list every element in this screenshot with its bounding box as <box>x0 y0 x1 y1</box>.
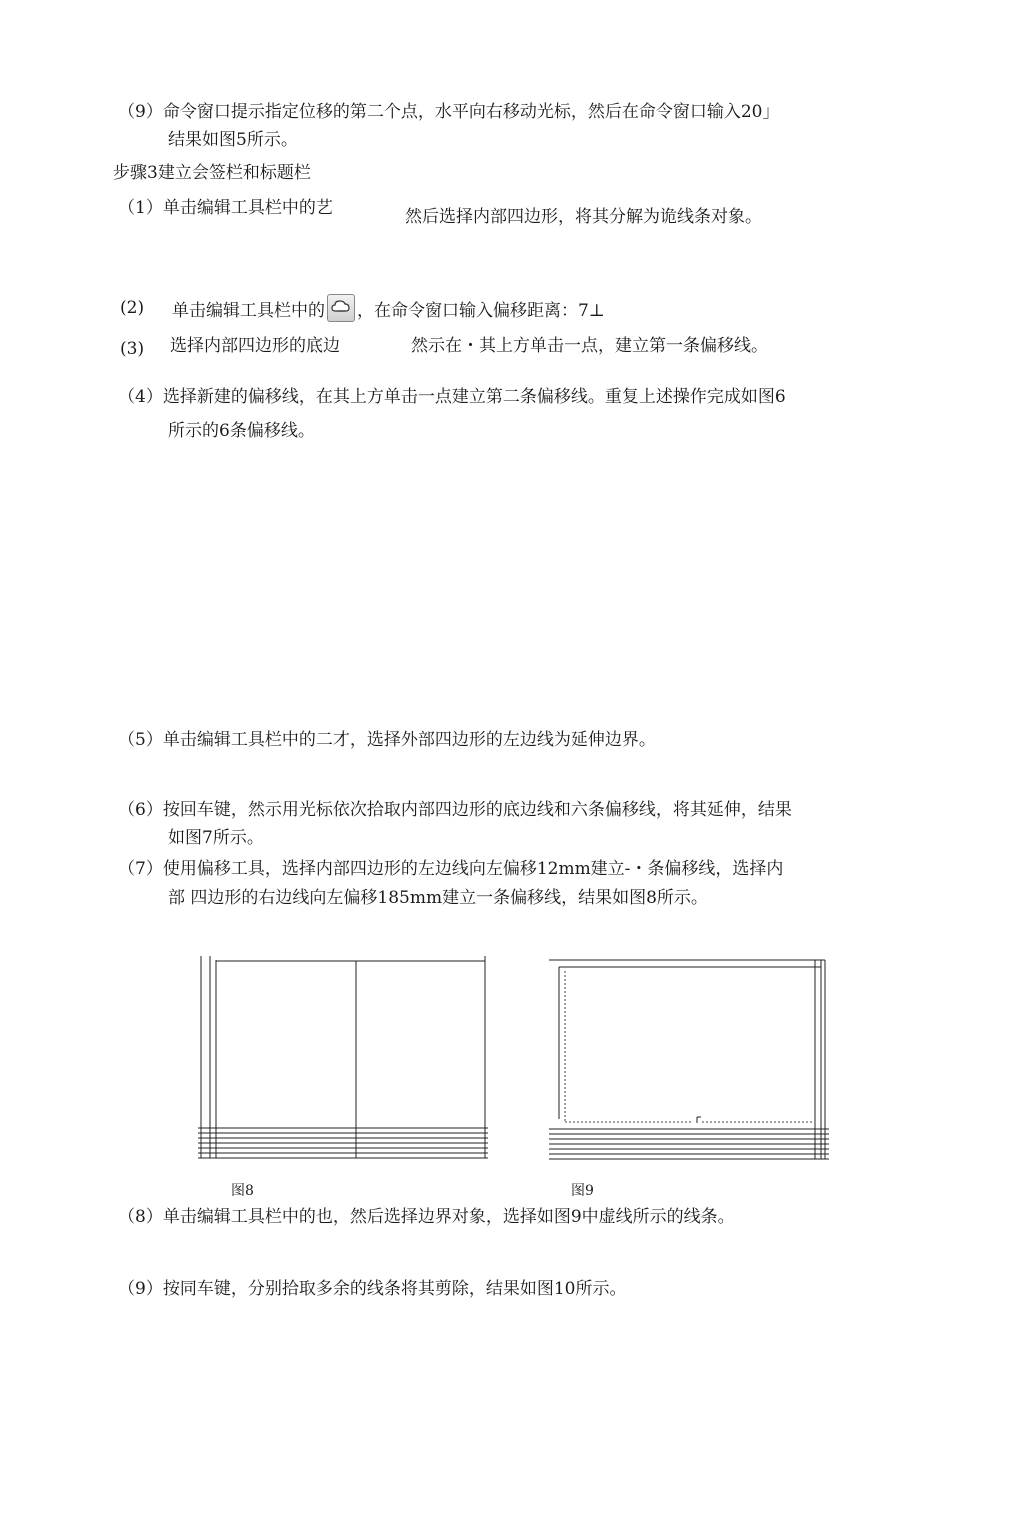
step6-line1: （6）按回车键，然示用光标依次拾取内部四边形的底边线和六条偏移线，将其延伸，结果 <box>118 800 792 820</box>
step1-left: （1）单击编辑工具栏中的艺 <box>118 198 333 218</box>
step3-left: 选择内部四边形的底边 <box>170 336 340 356</box>
step4-line1: （4）选择新建的偏移线，在其上方单击一点建立第二条偏移线。重复上述操作完成如图6 <box>118 387 786 407</box>
figure-8-drawing <box>196 954 490 1160</box>
step9-line: （9）按同车键，分别拾取多余的线条将其剪除，结果如图10所示。 <box>118 1279 627 1299</box>
figure-9-caption: 图9 <box>571 1183 594 1199</box>
step4-line2: 所示的6条偏移线。 <box>168 421 315 441</box>
step3-heading: 步骤3建立会签栏和标题栏 <box>113 163 311 183</box>
step2-num: (2) <box>120 298 145 318</box>
step1-right: 然后选择内部四边形，将其分解为诡线条对象。 <box>405 207 762 227</box>
step2-text-b: ，在命令窗口输入偏移距离：7⊥ <box>357 301 605 321</box>
step5-line: （5）单击编辑工具栏中的二才，选择外部四边形的左边线为延伸边界。 <box>118 730 656 750</box>
step2-text-a: 单击编辑工具栏中的 <box>172 301 325 321</box>
figure-9-drawing <box>545 955 831 1161</box>
step7-line1: （7）使用偏移工具，选择内部四边形的左边线向左偏移12mm建立-・条偏移线，选择内 <box>118 859 784 879</box>
step9-prev-line1: （9）命令窗口提示指定位移的第二个点，水平向右移动光标，然后在命令窗口输入20」 <box>118 102 780 122</box>
step2-line <box>172 294 605 322</box>
offset-tool-icon <box>327 294 355 322</box>
figure-8-caption: 图8 <box>231 1183 254 1199</box>
step6-line2: 如图7所示。 <box>168 828 264 848</box>
step3-num: (3) <box>120 339 145 359</box>
step8-line: （8）单击编辑工具栏中的也，然后选择边界对象，选择如图9中虚线所示的线条。 <box>118 1207 735 1227</box>
step9-prev-line2: 结果如图5所示。 <box>168 130 298 150</box>
step3-right: 然示在・其上方单击一点，建立第一条偏移线。 <box>411 336 768 356</box>
step7-line2: 部 四边形的右边线向左偏移185mm建立一条偏移线，结果如图8所示。 <box>168 888 708 908</box>
